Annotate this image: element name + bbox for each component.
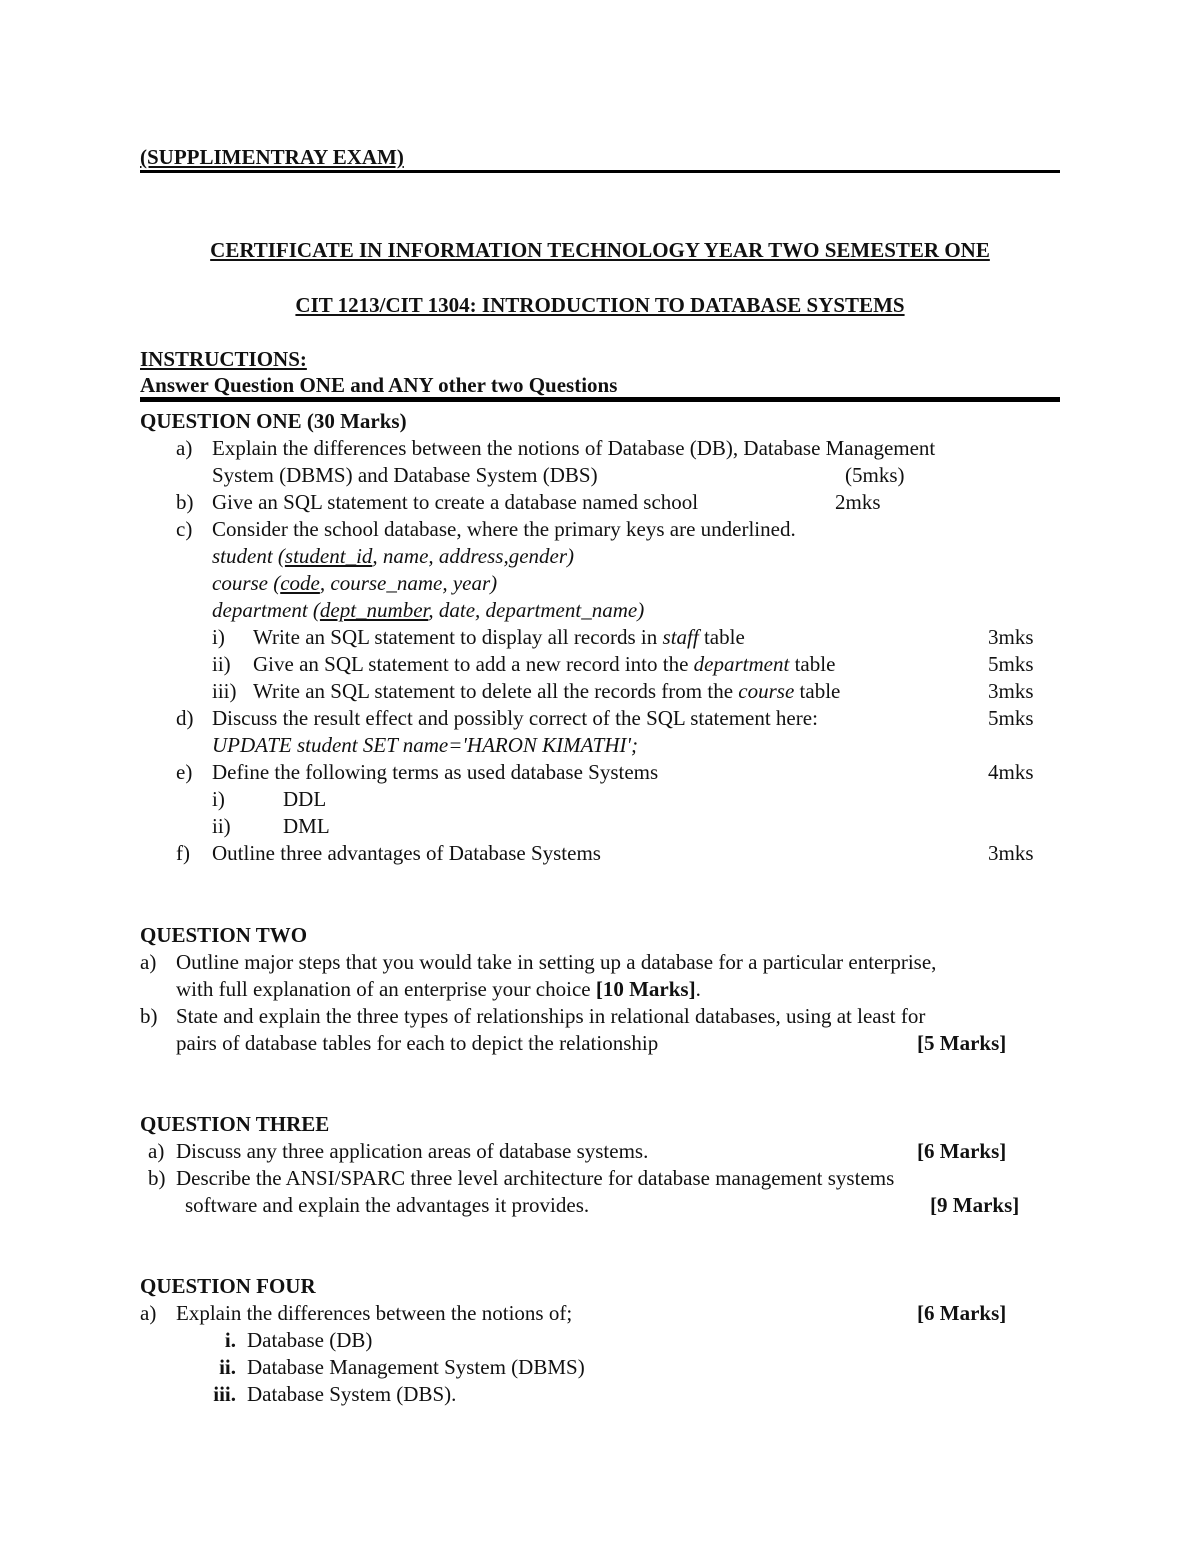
q1c-i-pre: Write an SQL statement to display all records in: [253, 625, 663, 649]
q4-item-text: Database (DB): [247, 1328, 373, 1352]
instructions-text: Answer Question ONE and ANY other two Questions: [140, 373, 618, 397]
q1c-iii-post: table: [794, 679, 841, 703]
q2b-text-line1: State and explain the three types of relationships in relational databases, using at least for: [176, 1004, 926, 1028]
instructions-divider: [140, 397, 1060, 402]
q2a-line2-text: with full explanation of an enterprise your choice: [176, 977, 596, 1001]
q1c-iii-em: course: [738, 679, 795, 703]
q3a-marker: a): [148, 1139, 165, 1163]
q3a-marks: [6 Marks]: [917, 1139, 1007, 1163]
q1a-marks: (5mks): [845, 463, 905, 487]
q2a-text-line2: [176, 976, 701, 1002]
q1c-marker: c): [176, 517, 193, 541]
q4-item-text: Database Management System (DBMS): [247, 1355, 585, 1379]
q3b-marks: [9 Marks]: [930, 1193, 1020, 1217]
q4a-marks: [6 Marks]: [917, 1301, 1007, 1325]
q1c-iii-pre: Write an SQL statement to delete all the records from the: [253, 679, 739, 703]
q1a-text-line2: System (DBMS) and Database System (DBS): [212, 463, 598, 487]
q2a-marks: [10 Marks]: [595, 977, 696, 1001]
q2b-marker: b): [140, 1004, 158, 1028]
q4-item-marker: i.: [224, 1328, 236, 1352]
q1c-iii-text: [253, 678, 840, 704]
header-divider: [140, 170, 1060, 173]
q1d-marks: 5mks: [988, 706, 1034, 730]
q2b-text-line2: pairs of database tables for each to depict the relationship: [176, 1031, 659, 1055]
schema-department-key: dept_number: [319, 598, 429, 622]
q1e-marks: 4mks: [988, 760, 1034, 784]
q1d-marker: d): [176, 706, 194, 730]
question-four-title: QUESTION FOUR: [140, 1274, 316, 1298]
q1c-ii-marker: ii): [212, 652, 231, 676]
exam-type: (SUPPLIMENTRAY EXAM): [140, 145, 404, 169]
q1e-i-text: DDL: [283, 787, 327, 811]
q4a-text: Explain the differences between the notions of;: [176, 1301, 573, 1325]
q1d-sql: UPDATE student SET name='HARON KIMATHI';: [212, 733, 639, 757]
q3a-text: Discuss any three application areas of database systems.: [176, 1139, 649, 1163]
q1e-ii-marker: ii): [212, 814, 231, 838]
q1c-iii-marks: 3mks: [988, 679, 1034, 703]
q2b-marks: [5 Marks]: [917, 1031, 1007, 1055]
q1b-marker: b): [176, 490, 194, 514]
q2a-text-line1: Outline major steps that you would take in setting up a database for a particular enterprise,: [176, 950, 937, 974]
q1a-marker: a): [176, 436, 193, 460]
schema-course-post: , course_name, year): [319, 571, 498, 595]
question-two-title: QUESTION TWO: [140, 923, 308, 947]
program-title: CERTIFICATE IN INFORMATION TECHNOLOGY YEAR TWO SEMESTER ONE: [210, 238, 990, 262]
q3b-marker: b): [148, 1166, 166, 1190]
q1b-text: Give an SQL statement to create a database named school: [212, 490, 699, 514]
schema-course-key: code: [280, 571, 320, 595]
q1b-marks: 2mks: [835, 490, 881, 514]
q1c-i-marks: 3mks: [988, 625, 1034, 649]
q1c-ii-em: department: [693, 652, 790, 676]
schema-student-key: student_id: [284, 544, 373, 568]
q1c-text: Consider the school database, where the primary keys are underlined.: [212, 517, 796, 541]
q1e-ii-text: DML: [283, 814, 330, 838]
q1c-iii-marker: iii): [212, 679, 237, 703]
course-title: CIT 1213/CIT 1304: INTRODUCTION TO DATABASE SYSTEMS: [295, 293, 905, 317]
schema-student-post: , name, address,gender): [372, 544, 575, 568]
q4-item-marker: iii.: [213, 1382, 236, 1406]
q1c-ii-text: [253, 651, 835, 677]
schema-course-pre: course (: [212, 571, 281, 595]
q1c-i-em: staff: [662, 625, 699, 649]
schema-department-pre: department (: [212, 598, 320, 622]
instructions-label: INSTRUCTIONS:: [140, 347, 307, 371]
question-one-title: QUESTION ONE (30 Marks): [140, 409, 407, 433]
schema-department: [212, 597, 644, 623]
q4a-marker: a): [140, 1301, 157, 1325]
q1c-i-post: table: [698, 625, 745, 649]
question-three-title: QUESTION THREE: [140, 1112, 330, 1136]
q2a-marker: a): [140, 950, 157, 974]
q1e-i-marker: i): [212, 787, 225, 811]
q3b-text-line2: software and explain the advantages it provides.: [185, 1193, 590, 1217]
schema-student: [212, 543, 574, 569]
q1c-ii-pre: Give an SQL statement to add a new record into the: [253, 652, 694, 676]
q1f-text: Outline three advantages of Database Systems: [212, 841, 601, 865]
q1c-ii-marks: 5mks: [988, 652, 1034, 676]
q1c-ii-post: table: [789, 652, 836, 676]
q1f-marks: 3mks: [988, 841, 1034, 865]
q1a-text-line1: Explain the differences between the notions of Database (DB), Database Management: [212, 436, 936, 460]
q1c-i-marker: i): [212, 625, 225, 649]
schema-student-pre: student (: [212, 544, 285, 568]
q1e-text: Define the following terms as used database Systems: [212, 760, 659, 784]
q1e-marker: e): [176, 760, 193, 784]
q4-item-text: Database System (DBS).: [247, 1382, 457, 1406]
q2a-tail: .: [695, 977, 701, 1001]
schema-course: [212, 570, 497, 596]
q1f-marker: f): [176, 841, 190, 865]
q1c-i-text: [253, 624, 745, 650]
q4-item-marker: ii.: [219, 1355, 236, 1379]
schema-department-post: , date, department_name): [428, 598, 645, 622]
q1d-text: Discuss the result effect and possibly correct of the SQL statement here:: [212, 706, 818, 730]
q3b-text-line1: Describe the ANSI/SPARC three level architecture for database management systems: [176, 1166, 895, 1190]
